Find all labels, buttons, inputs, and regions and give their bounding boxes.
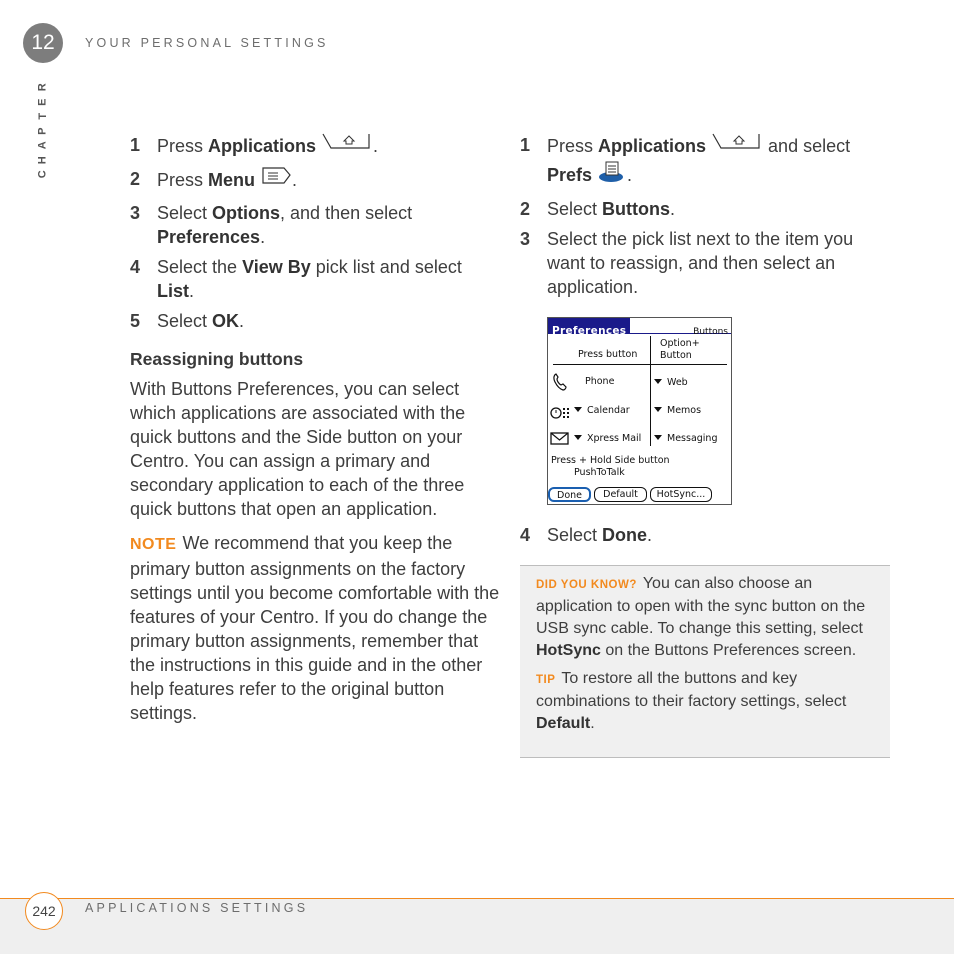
step-text: .	[239, 311, 245, 331]
step-number: 2	[520, 199, 531, 219]
step-number: 4	[520, 525, 531, 545]
step-text: Select	[547, 525, 603, 545]
running-footer: APPLICATIONS SETTINGS	[85, 901, 309, 915]
step-item	[520, 227, 890, 299]
step-number: 3	[130, 203, 141, 223]
tip-bold-text: Default	[536, 715, 591, 732]
step-item	[520, 133, 890, 191]
phone-icon	[552, 372, 568, 395]
section-heading: Reassigning buttons	[130, 349, 304, 369]
step-bold-text: Prefs	[547, 164, 593, 185]
secondary-app-picker[interactable]: Messaging	[654, 433, 717, 444]
step-text: Press	[157, 169, 209, 190]
chapter-letter: E	[36, 98, 49, 106]
chapter-letter: T	[36, 112, 49, 120]
step-bold-text: Applications	[598, 135, 707, 156]
mail-icon	[550, 431, 570, 448]
step-item	[130, 133, 500, 161]
header-rule	[553, 364, 727, 365]
step-text: Select the pick list next to the item you want to reassign, and then select an application.	[547, 229, 854, 297]
note-label: NOTE	[130, 536, 177, 553]
step-text: pick list and select	[310, 257, 462, 277]
step-text: Select	[547, 199, 603, 219]
tip-paragraph	[536, 668, 876, 735]
step-item	[130, 167, 500, 195]
running-header: YOUR PERSONAL SETTINGS	[85, 36, 329, 50]
step-bold-text: Menu	[208, 169, 256, 190]
step-number: 1	[520, 135, 531, 155]
right-column	[520, 133, 890, 553]
step-bold-text: Applications	[208, 135, 317, 156]
step-item	[130, 309, 500, 333]
applications-key-icon	[711, 131, 763, 159]
step-bold-text: View By	[242, 257, 311, 277]
step-number: 2	[130, 169, 141, 189]
step-number: 3	[520, 229, 531, 249]
menu-key-icon	[260, 165, 292, 193]
did-you-know-paragraph	[536, 573, 876, 662]
secondary-app-picker[interactable]: Memos	[654, 405, 701, 416]
hotsync-button[interactable]: HotSync...	[650, 487, 712, 502]
calendar-icon	[550, 404, 572, 423]
step-text: Select	[157, 311, 213, 331]
primary-app-picker[interactable]: Calendar	[574, 405, 630, 416]
chapter-number-badge: 12	[23, 23, 63, 63]
step-text: .	[647, 525, 653, 545]
step-bold-text: Done	[602, 525, 648, 545]
side-button-value[interactable]: PushToTalk	[574, 467, 625, 478]
left-column	[130, 133, 500, 735]
step-text: , and then select	[280, 203, 413, 223]
step-text: Press	[157, 135, 209, 156]
did-you-know-label: DID YOU KNOW?	[536, 579, 637, 591]
column-divider	[650, 336, 651, 446]
option-button-header-2: Button	[660, 350, 692, 361]
step-text: and select	[763, 135, 851, 156]
page-number: 242	[25, 892, 63, 930]
buttons-preferences-screenshot	[547, 317, 732, 505]
screen-title: Preferences	[548, 318, 630, 334]
chapter-vertical-label	[36, 80, 50, 182]
chapter-letter: P	[36, 127, 49, 135]
step-item	[520, 523, 890, 547]
step-bold-text: List	[157, 281, 190, 301]
chapter-letter: C	[36, 170, 49, 179]
step-number: 4	[130, 257, 141, 277]
step-number: 5	[130, 311, 141, 331]
secondary-app-picker[interactable]: Web	[654, 377, 688, 388]
step-bold-text: Options	[212, 203, 281, 223]
step-text: .	[627, 164, 633, 185]
step-text: Select the	[157, 257, 243, 277]
tip-bold-text: HotSync	[536, 642, 601, 659]
primary-app-label: Phone	[585, 376, 615, 387]
option-button-header-1: Option+	[660, 338, 700, 349]
step-bold-text: OK	[212, 311, 240, 331]
step-text: Press	[547, 135, 599, 156]
note-text: We recommend that you keep the primary button assignments on the factory settings until you become comfortable with the features of your Centro. If you do change the primary button assignments, remember that the instructions in this guide and in the other help features refer to the original button settings.	[130, 533, 500, 723]
step-text: .	[260, 227, 266, 247]
step-text: .	[373, 135, 379, 156]
step-text: .	[292, 169, 298, 190]
tip-text: on the Buttons Preferences screen.	[600, 642, 857, 659]
step-item	[520, 197, 890, 221]
tip-label: TIP	[536, 674, 556, 686]
step-bold-text: Preferences	[157, 227, 261, 247]
tip-text: .	[590, 715, 595, 732]
press-button-header: Press button	[578, 349, 638, 360]
note-paragraph	[130, 531, 500, 725]
body-paragraph: With Buttons Preferences, you can select which applications are associated with the quick buttons and the Side button on your Centro. You can assign a primary and secondary application to each of the three quick buttons that open an application.	[130, 379, 466, 519]
screen-title-right: Buttons	[693, 327, 728, 337]
tip-box	[520, 565, 890, 758]
side-button-label: Press + Hold Side button	[551, 455, 670, 466]
step-text: Select	[157, 203, 213, 223]
step-text: .	[670, 199, 676, 219]
step-number: 1	[130, 135, 141, 155]
step-item	[130, 201, 500, 249]
default-button[interactable]: Default	[594, 487, 647, 502]
primary-app-picker[interactable]: Xpress Mail	[574, 433, 641, 444]
chapter-letter: R	[36, 83, 49, 92]
step-text: .	[189, 281, 195, 301]
chapter-letter: H	[36, 155, 49, 164]
step-item	[130, 255, 500, 303]
prefs-icon	[597, 159, 627, 189]
tip-text: To restore all the buttons and key combinations to their factory settings, select	[536, 670, 847, 710]
tip-text: You can also choose an application to open with the sync button on the USB sync cable. To change this setting, select	[536, 575, 866, 637]
chapter-letter: A	[36, 141, 49, 150]
applications-key-icon	[321, 131, 373, 159]
step-bold-text: Buttons	[602, 199, 671, 219]
done-button[interactable]: Done	[548, 487, 591, 502]
